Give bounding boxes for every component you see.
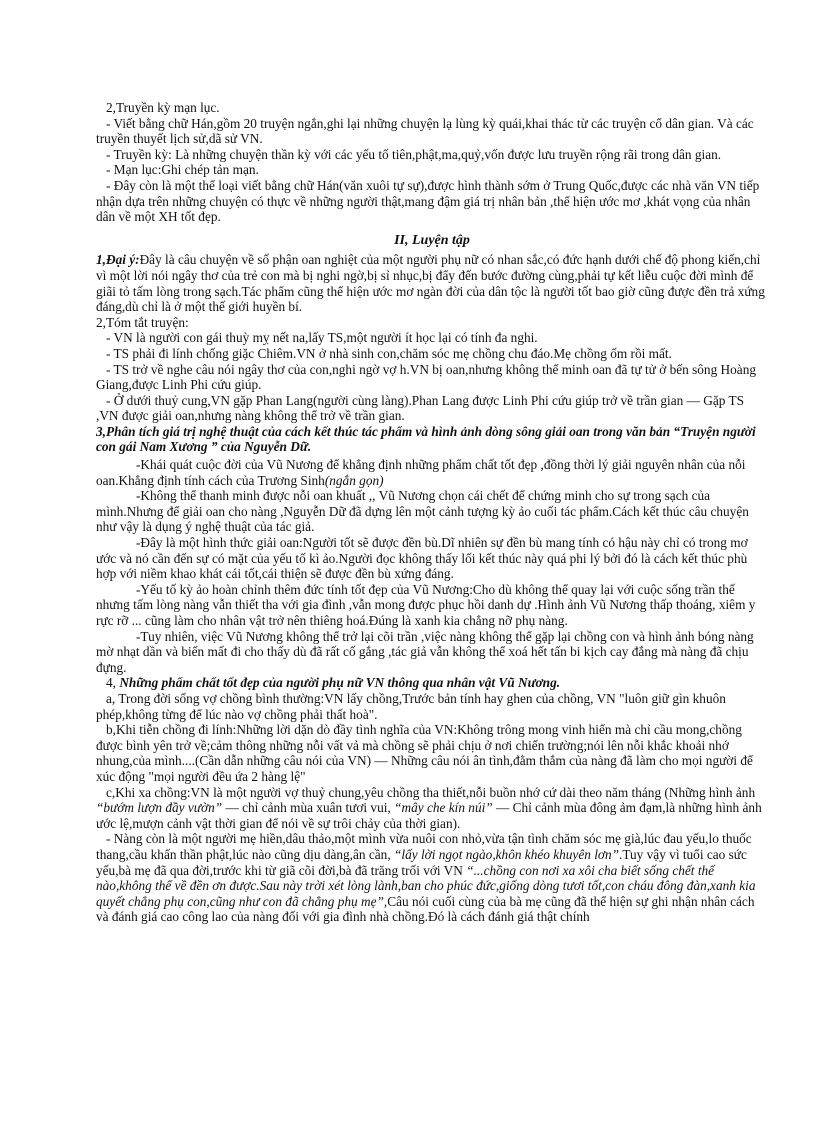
analysis-paragraph-4: -Yếu tố kỳ ảo hoàn chỉnh thêm đức tính tốt đẹp của Vũ Nương:Cho dù không thể quay lại với cuộc sống trần thế nhưng tấm lòng nàng vẫn thiết tha với gia đình ,vẫn mong được phục hồi danh dự .Hình ảnh Vũ Nương thấp thoáng, xiêm y rực rỡ ... cũng làm cho nhân vật trở nên thiêng hoá.Đúng là xanh kia chẳng nỡ phụ nàng. <box>96 581 756 628</box>
quote-loi-ngot-ngao: “lấy lời ngọt ngào,khôn khéo khuyên lơn” <box>393 846 620 862</box>
part1-bullet-4: - Đây còn là một thể loại viết bằng chữ Hán(văn xuôi tự sự),được hình thành sớm ở Trung Quốc,được các nhà văn VN tiếp nhận dựa trên những chuyện có thực về những người thật,mang đậm giá trị nhân bản ,thể hiện ước mơ ,khát vọng của nhân dân về một XH tốt đẹp. <box>96 177 760 225</box>
qualities-item-c-text-3: — Chỉ cảnh mùa đông ảm đạm,là những hình ảnh ước lệ,mượn cảnh vật thời gian để nói về sự trôi chảy của thời gian). <box>96 800 762 831</box>
synopsis-item-1: - VN là người con gái thuỳ mỵ nết na,lấy TS,một người ít học lại có tính đa nghi. <box>106 330 538 346</box>
analysis-paragraph-3: -Đây là một hình thức giải oan:Người tốt sẽ được đền bù.Dĩ nhiên sự đền bù mang tính có hậu này chỉ có trong mơ ước và nó cần đến sự có mặt của yếu tố kì ảo.Người đọc không thấy lối kết thúc này quá phi lý bởi đó là cách kết thúc phù hợp với niềm khao khát cái tốt,cái thiện sẽ được đền bù xứng đáng. <box>96 535 748 582</box>
summary-label: 1,Đại ý: <box>96 252 140 268</box>
qualities-item-c-text-1: c,Khi xa chồng:VN là một người vợ thuỷ chung,yêu chồng tha thiết,nỗi buồn nhớ cứ dài theo năm tháng (Những hình ảnh <box>106 784 756 800</box>
part1-heading: 2,Truyền kỳ mạn lục. <box>106 100 220 115</box>
qualities-heading <box>96 675 768 691</box>
section-title-luyen-tap: II, Luyện tập <box>394 232 470 248</box>
analysis-heading: 3,Phân tích giá trị nghệ thuật của cách kết thúc tác phẩm và hình ảnh dòng sông giải oan trong văn bản “Truyện người con gái Nam Xương ” của Nguyễn Dữ. <box>96 423 756 455</box>
summary-text: Đây là câu chuyện về số phận oan nghiệt của một người phụ nữ có nhan sắc,có đức hạnh dưới chế độ phong kiến,chỉ vì một lời nói ngây thơ của trẻ con mà bị nghi ngờ,bị sỉ nhục,bị đẩy đến bước đường cùng,phải tự kết liễu cuộc đời mình để giãi tỏ tấm lòng trong sạch.Tác phẩm cũng thể hiện ước mơ ngàn đời của dân tộc là người tốt bao giờ cũng được đền trả xứng đáng,dù chỉ là ở một thế giới huyền bí. <box>96 252 765 315</box>
qualities-number: 4, <box>106 675 116 691</box>
synopsis-item-2: - TS phải đi lính chống giặc Chiêm.VN ở nhà sinh con,chăm sóc mẹ chồng chu đáo.Mẹ chồng ốm rồi mất. <box>106 345 672 361</box>
part1-bullet-2: - Truyền kỳ: Là những chuyện thần kỳ với các yếu tố tiên,phật,ma,quỷ,vốn được lưu truyền rộng rãi trong dân gian. <box>106 146 722 162</box>
qualities-title: Những phẩm chất tốt đẹp của người phụ nữ VN thông qua nhân vật Vũ Nương. <box>119 675 561 691</box>
qualities-item-a: a, Trong đời sống vợ chồng bình thường:VN lấy chồng,Trước bản tính hay ghen của chồng, VN "luôn giữ gìn khuôn phép,không từng để lúc nào vợ chồng phải thất hoà". <box>96 690 726 722</box>
synopsis-heading: 2,Tóm tắt truyện: <box>96 314 189 330</box>
part1-bullet-3: - Mạn lục:Ghi chép tản mạn. <box>106 162 259 178</box>
quote-may-che: “mây che kín núi” <box>394 800 493 816</box>
quote-tran-troi: “...chồng con nơi xa xôi cha biết sống chết thế nào,không thể về đền ơn được.Sau này trời xét lòng lành,ban cho phúc đức,giống dòng tươi tốt,con cháu đông đàn,xanh kia quyết chẳng phụ con,cũng như con đã chẳng phụ mẹ” <box>96 862 756 909</box>
part1-bullet-1: - Viết bằng chữ Hán,gồm 20 truyện ngắn,ghi lại những chuyện lạ lùng kỳ quái,khai thác từ các truyện cổ dân gian. Và các truyền thuyết lịch sử,dã sử VN. <box>96 115 754 147</box>
qualities-item-b: b,Khi tiễn chồng đi lính:Những lời dặn dò đầy tình nghĩa của VN:Không trông mong vinh hiển mà chỉ cầu mong,chồng được bình yên trở về;cảm thông những nỗi vất vả mà chồng sẽ phải chịu ở nơi chiến trường;nói lên nỗi khắc khoải nhớ nhung,của mình....(Cần dẫn những câu nói của VN) — Những câu nói ân tình,đằm thắm của nàng đã làm cho mọi người để xúc động "mọi người đều ứa 2 hàng lệ" <box>96 722 753 784</box>
synopsis-item-4: - Ở dưới thuỷ cung,VN gặp Phan Lang(người cùng làng).Phan Lang được Linh Phi cứu giúp trở về trần gian — Gặp TS ,VN được giải oan,nhưng nàng không thể trở về trần gian. <box>96 392 744 424</box>
analysis-paragraph-1 <box>96 457 768 488</box>
analysis-paragraph-5: -Tuy nhiên, việc Vũ Nương không thể trở lại cõi trần ,việc nàng không thể gặp lại chồng con và hình ảnh bóng nàng mờ nhạt dần và biến mất đi cho thấy dù đã rất cố gắng ,tác giả vẫn không thể xoá hết tấn bi kịch cay đắng mà nàng đã chịu đựng. <box>96 628 754 675</box>
summary-paragraph <box>96 252 768 314</box>
synopsis-item-3: - TS trở về nghe câu nói ngây thơ của con,nghi ngờ vợ h.VN bị oan,nhưng không thể minh oan đã tự tử ở bến sông Hoàng Giang,được Linh Phi cứu giúp. <box>96 361 756 393</box>
qualities-item-d-text-2: .Tuy vậy vì tuổi cao sức yếu,bà mẹ đã qua đời,trước khi từ giã cõi đời,bà đã trăng trối với VN <box>96 846 747 878</box>
analysis-paragraph-1-note: (ngắn gọn) <box>324 472 384 488</box>
qualities-item-d-text-1: - Nàng còn là một người mẹ hiền,dâu thảo,một mình vừa nuôi con nhỏ,vừa tận tình chăm sóc mẹ già,lúc đau yếu,lo thuốc thang,cầu khấn thần phật,lúc nào cũng dịu dàng,ân cần, <box>96 831 752 862</box>
quote-buom-luon: “bướm lượn đầy vườn” <box>96 800 223 816</box>
qualities-item-c <box>96 785 768 832</box>
analysis-paragraph-2: -Không thể thanh minh được nỗi oan khuất ,, Vũ Nương chọn cái chết để chứng minh cho sự trong sạch của mình.Nhưng để giải oan cho nàng ,Nguyễn Dữ đã dựng lên một cảnh tượng kỳ ảo cuối tác phẩm.Cách kết thúc câu chuyện như vậy là dụng ý nghệ thuật của tác giả. <box>96 488 749 535</box>
qualities-item-d <box>96 831 768 925</box>
document-page <box>96 100 768 925</box>
analysis-paragraph-1-text: -Khái quát cuộc đời của Vũ Nương để khẳng định những phẩm chất tốt đẹp ,đồng thời lý giải nguyên nhân của nỗi oan.Khẳng định tính cách của Trương Sinh <box>96 457 746 488</box>
qualities-item-d-text-3: ,Câu nói cuối cùng của bà mẹ cũng đã thể hiện sự ghi nhận nhân cách và đánh giá cao công lao của nàng đối với gia đình nhà chồng.Đó là cách đánh giá thật chính <box>96 893 755 925</box>
qualities-item-c-text-2: — chỉ cảnh mùa xuân tươi vui, <box>222 800 395 816</box>
